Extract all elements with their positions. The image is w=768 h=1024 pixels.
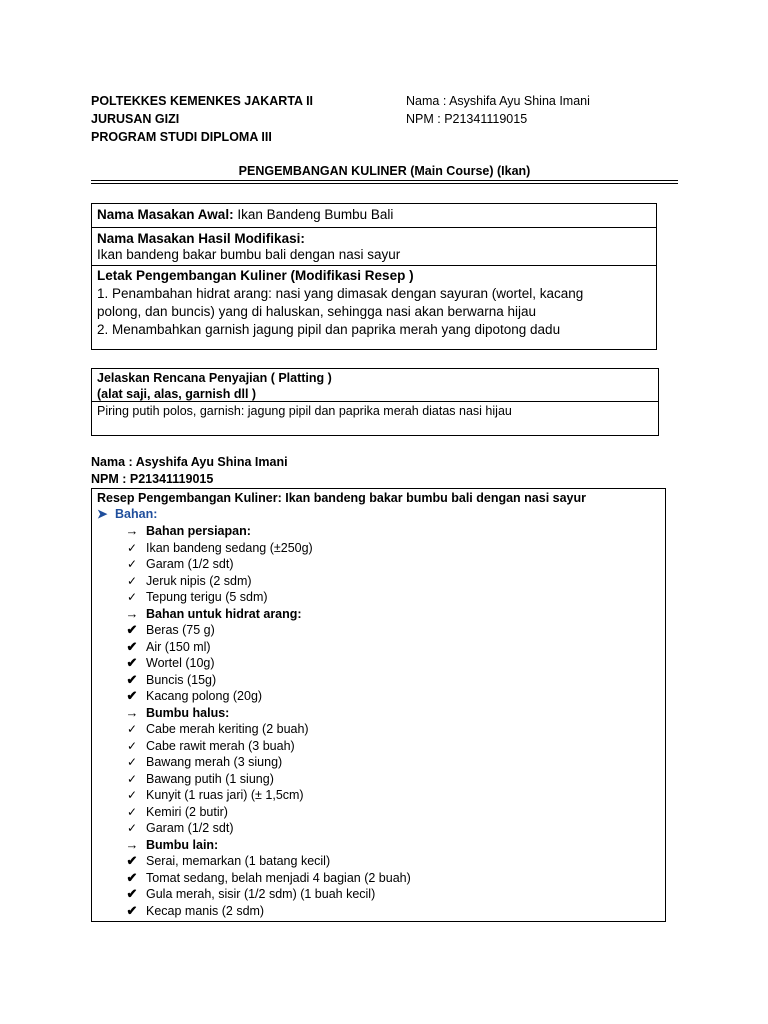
ingredient-group-heading	[124, 523, 644, 540]
ingredient-item	[124, 573, 644, 590]
modification-detail-label: Letak Pengembangan Kuliner (Modifikasi Resep )	[97, 268, 414, 283]
ingredient-label: Kunyit (1 ruas jari) (± 1,5cm)	[146, 788, 304, 802]
bahan-label: Bahan:	[115, 507, 158, 521]
checkmark-icon: ✓	[126, 540, 138, 555]
ingredient-group-label: Bumbu lain:	[146, 837, 219, 852]
heavy-checkmark-icon: ✔	[126, 688, 138, 703]
plating-label-row	[92, 369, 658, 402]
title-rule-double	[91, 183, 678, 184]
ingredient-item	[124, 622, 644, 639]
heavy-checkmark-icon: ✔	[126, 853, 138, 868]
page-title: PENGEMBANGAN KULINER (Main Course) (Ikan)	[238, 164, 531, 178]
checkmark-icon: ✓	[126, 722, 138, 736]
arrow-right-icon: →	[125, 523, 139, 538]
ingredient-group-heading	[124, 705, 644, 722]
modification-line: polong, dan buncis) yang di haluskan, sehingga nasi akan berwarna hijau	[97, 304, 537, 319]
heavy-checkmark-icon: ✔	[126, 902, 138, 918]
ingredient-item	[124, 639, 644, 656]
ingredient-label: Air (150 ml)	[146, 639, 211, 654]
modification-line: 2. Menambahkan garnish jagung pipil dan paprika merah yang dipotong dadu	[97, 322, 561, 337]
modification-line: 1. Penambahan hidrat arang: nasi yang dimasak dengan sayuran (wortel, kacang	[97, 286, 584, 301]
original-dish-row	[92, 204, 656, 228]
heavy-checkmark-icon: ✔	[126, 671, 138, 687]
ingredient-item	[124, 556, 644, 573]
heavy-checkmark-icon: ✔	[126, 869, 138, 885]
arrow-right-icon: →	[125, 605, 139, 621]
checkmark-icon: ✓	[126, 755, 138, 769]
checkmark-icon: ✓	[126, 771, 138, 786]
program-name: PROGRAM STUDI DIPLOMA III	[91, 130, 272, 144]
arrow-right-icon: →	[125, 836, 139, 852]
checkmark-icon: ✓	[126, 821, 138, 835]
ingredient-item	[124, 672, 644, 689]
ingredient-label: Cabe merah keriting (2 buah)	[146, 722, 309, 736]
identity-npm: NPM : P21341119015	[91, 472, 214, 486]
ingredient-label: Tepung terigu (5 sdm)	[146, 590, 268, 604]
ingredient-label: Bawang putih (1 siung)	[146, 771, 274, 786]
ingredient-group-heading	[124, 837, 644, 854]
identity-name: Nama : Asyshifa Ayu Shina Imani	[91, 455, 288, 469]
modified-dish-row	[92, 228, 656, 266]
ingredient-item	[124, 886, 644, 903]
modification-table	[91, 203, 657, 350]
ingredient-item	[124, 589, 644, 606]
arrowhead-bullet-icon: ➤	[97, 507, 108, 521]
heavy-checkmark-icon: ✔	[126, 622, 138, 637]
ingredient-item	[124, 903, 644, 920]
title-rule	[91, 180, 678, 181]
ingredient-group-label: Bumbu halus:	[146, 705, 230, 720]
ingredient-item	[124, 853, 644, 870]
checkmark-icon: ✓	[126, 804, 138, 819]
ingredient-group-heading	[124, 606, 644, 623]
ingredient-label: Buncis (15g)	[146, 672, 217, 687]
ingredient-item	[124, 721, 644, 738]
student-block	[406, 92, 590, 128]
ingredient-item	[124, 540, 644, 557]
ingredient-item	[124, 738, 644, 755]
arrow-right-icon: →	[125, 704, 139, 720]
ingredient-label: Beras (75 g)	[146, 623, 215, 637]
heavy-checkmark-icon: ✔	[126, 638, 138, 654]
ingredient-item	[124, 771, 644, 788]
checkmark-icon: ✓	[126, 590, 138, 604]
plating-value-row	[92, 402, 658, 420]
recipe-title-row	[92, 489, 665, 507]
modified-dish-value: Ikan bandeng bakar bumbu bali dengan nasi sayur	[97, 247, 401, 262]
ingredient-item	[124, 804, 644, 821]
ingredient-item	[124, 820, 644, 837]
bahan-heading	[97, 506, 157, 522]
plating-value: Piring putih polos, garnish: jagung pipil dan paprika merah diatas nasi hijau	[97, 404, 512, 418]
heavy-checkmark-icon: ✔	[126, 886, 138, 901]
ingredient-label: Kemiri (2 butir)	[146, 804, 228, 819]
student-npm: NPM : P21341119015	[406, 112, 528, 126]
ingredient-label: Gula merah, sisir (1/2 sdm) (1 buah kecil)	[146, 887, 376, 901]
ingredient-label: Ikan bandeng sedang (±250g)	[146, 540, 313, 555]
plating-table	[91, 368, 659, 436]
institution-block	[91, 92, 313, 146]
checkmark-icon: ✓	[126, 573, 138, 588]
checkmark-icon: ✓	[126, 788, 138, 802]
ingredient-item	[124, 688, 644, 705]
student-name: Nama : Asyshifa Ayu Shina Imani	[406, 94, 590, 108]
ingredient-group-label: Bahan persiapan:	[146, 524, 251, 538]
ingredient-item	[124, 870, 644, 887]
ingredient-label: Kecap manis (2 sdm)	[146, 903, 265, 918]
ingredient-label: Serai, memarkan (1 batang kecil)	[146, 854, 331, 868]
checkmark-icon: ✓	[126, 557, 138, 571]
ingredient-label: Wortel (10g)	[146, 656, 215, 670]
ingredient-item	[124, 655, 644, 672]
ingredient-label: Kacang polong (20g)	[146, 689, 263, 703]
ingredient-item	[124, 787, 644, 804]
institution-name: POLTEKKES KEMENKES JAKARTA II	[91, 94, 314, 108]
modification-detail-row	[92, 266, 656, 340]
heavy-checkmark-icon: ✔	[126, 655, 138, 670]
ingredient-label: Garam (1/2 sdt)	[146, 557, 234, 571]
identity-block	[91, 454, 288, 488]
ingredient-label: Cabe rawit merah (3 buah)	[146, 738, 295, 753]
ingredient-item	[124, 754, 644, 771]
original-dish-value: Ikan Bandeng Bumbu Bali	[233, 207, 394, 222]
recipe-title: Resep Pengembangan Kuliner: Ikan bandeng bakar bumbu bali dengan nasi sayur	[97, 491, 586, 505]
checkmark-icon: ✓	[126, 738, 138, 753]
original-dish-label: Nama Masakan Awal:	[97, 207, 234, 222]
modified-dish-label: Nama Masakan Hasil Modifikasi:	[97, 231, 305, 246]
ingredient-label: Jeruk nipis (2 sdm)	[146, 573, 252, 588]
plating-label: Jelaskan Rencana Penyajian ( Platting )	[97, 371, 332, 385]
ingredient-list	[124, 523, 644, 919]
ingredient-label: Garam (1/2 sdt)	[146, 821, 234, 835]
ingredient-label: Tomat sedang, belah menjadi 4 bagian (2 buah)	[146, 870, 411, 885]
ingredient-label: Bawang merah (3 siung)	[146, 755, 283, 769]
plating-sublabel: (alat saji, alas, garnish dll )	[97, 387, 257, 401]
department-name: JURUSAN GIZI	[91, 112, 180, 126]
ingredient-group-label: Bahan untuk hidrat arang:	[146, 606, 302, 621]
